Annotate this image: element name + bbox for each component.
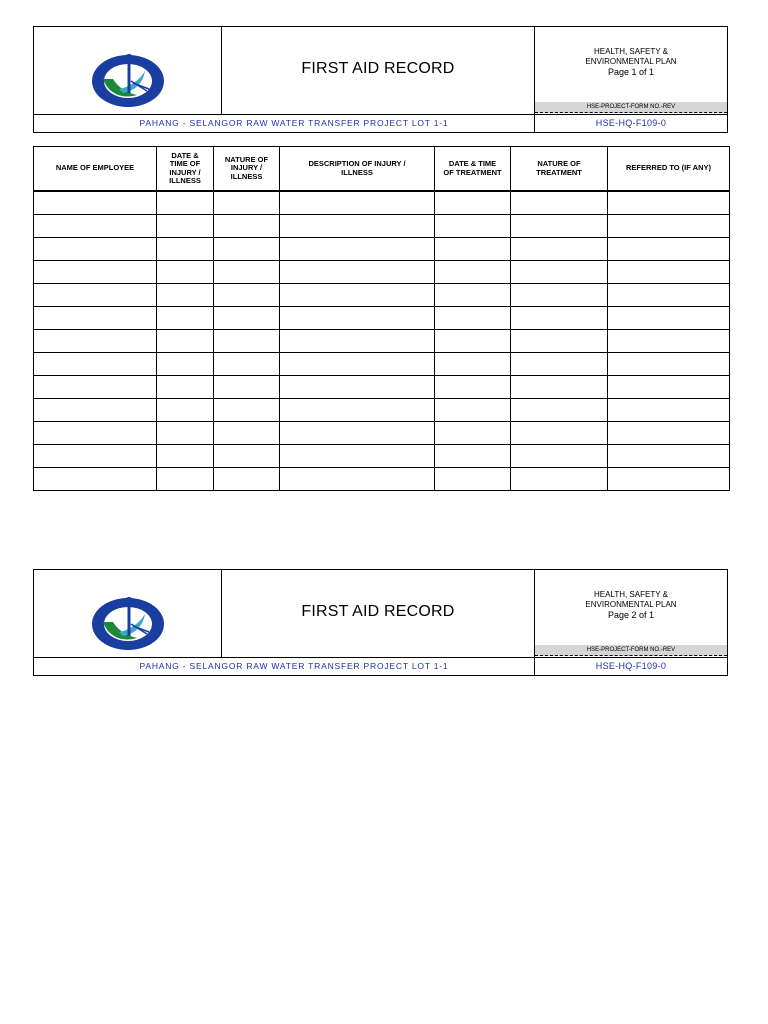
column-header-date-injury xyxy=(157,147,214,192)
table-cell[interactable] xyxy=(214,399,280,422)
column-header-line: INJURY / xyxy=(169,167,201,177)
table-cell[interactable] xyxy=(511,238,608,261)
table-row xyxy=(34,261,730,284)
table-cell[interactable] xyxy=(34,261,157,284)
plan-line-1: HEALTH, SAFETY & xyxy=(594,590,668,599)
form-header xyxy=(33,569,728,676)
table-cell[interactable] xyxy=(34,445,157,468)
table-cell[interactable] xyxy=(34,330,157,353)
table-cell[interactable] xyxy=(608,376,730,399)
table-row xyxy=(34,191,730,215)
table-cell[interactable] xyxy=(435,445,511,468)
table-cell[interactable] xyxy=(280,215,435,238)
table-cell[interactable] xyxy=(280,330,435,353)
table-cell[interactable] xyxy=(280,307,435,330)
table-cell[interactable] xyxy=(157,261,214,284)
table-cell[interactable] xyxy=(280,191,435,215)
table-row xyxy=(34,238,730,261)
table-cell[interactable] xyxy=(608,215,730,238)
table-cell[interactable] xyxy=(435,399,511,422)
table-cell[interactable] xyxy=(214,261,280,284)
table-cell[interactable] xyxy=(157,399,214,422)
table-cell[interactable] xyxy=(435,376,511,399)
table-cell[interactable] xyxy=(157,238,214,261)
table-cell[interactable] xyxy=(214,307,280,330)
column-header-line: DATE & xyxy=(171,150,199,160)
table-cell[interactable] xyxy=(280,399,435,422)
table-cell[interactable] xyxy=(608,307,730,330)
project-name: PAHANG - SELANGOR RAW WATER TRANSFER PROJECT LOT 1-1 xyxy=(34,658,535,676)
table-cell[interactable] xyxy=(34,307,157,330)
table-cell[interactable] xyxy=(608,191,730,215)
column-header-line: TREATMENT xyxy=(536,167,582,177)
project-name: PAHANG - SELANGOR RAW WATER TRANSFER PROJECT LOT 1-1 xyxy=(34,115,535,133)
project-row xyxy=(34,114,727,132)
table-cell[interactable] xyxy=(608,238,730,261)
table-cell[interactable] xyxy=(280,422,435,445)
table-cell[interactable] xyxy=(157,445,214,468)
table-cell[interactable] xyxy=(280,238,435,261)
logo-cell xyxy=(34,570,222,657)
table-cell[interactable] xyxy=(435,191,511,215)
table-header-row xyxy=(34,147,730,192)
table-cell[interactable] xyxy=(157,353,214,376)
table-cell[interactable] xyxy=(34,376,157,399)
form-number-label: HSE-PROJECT-FORM NO.-REV xyxy=(535,102,727,113)
table-cell[interactable] xyxy=(157,422,214,445)
column-header-nature-treatment xyxy=(511,147,608,192)
form-header xyxy=(33,26,728,133)
table-cell[interactable] xyxy=(435,422,511,445)
column-header-referred xyxy=(608,147,730,192)
column-header-date-treatment xyxy=(435,147,511,192)
table-cell[interactable] xyxy=(511,191,608,215)
table-cell[interactable] xyxy=(280,376,435,399)
table-cell[interactable] xyxy=(608,445,730,468)
plan-cell xyxy=(535,570,727,645)
table-cell[interactable] xyxy=(608,422,730,445)
company-logo xyxy=(89,592,167,652)
column-header-line: TIME OF xyxy=(169,159,201,168)
table-cell[interactable] xyxy=(435,261,511,284)
table-cell[interactable] xyxy=(608,399,730,422)
table-cell[interactable] xyxy=(435,353,511,376)
column-header-line: DATE & TIME xyxy=(448,159,497,168)
table-cell[interactable] xyxy=(435,284,511,307)
table-row xyxy=(34,422,730,445)
table-cell[interactable] xyxy=(511,261,608,284)
column-header-nature-injury xyxy=(214,147,280,192)
table-row xyxy=(34,376,730,399)
table-cell[interactable] xyxy=(214,191,280,215)
table-cell[interactable] xyxy=(435,330,511,353)
table-cell[interactable] xyxy=(511,215,608,238)
table-cell[interactable] xyxy=(34,422,157,445)
table-cell[interactable] xyxy=(214,238,280,261)
table-cell[interactable] xyxy=(435,468,511,491)
table-cell[interactable] xyxy=(157,376,214,399)
table-cell[interactable] xyxy=(511,445,608,468)
table-cell[interactable] xyxy=(511,330,608,353)
table-row xyxy=(34,353,730,376)
column-header-line: ILLNESS xyxy=(230,171,263,181)
table-cell[interactable] xyxy=(280,284,435,307)
table-cell[interactable] xyxy=(214,445,280,468)
table-cell[interactable] xyxy=(157,215,214,238)
table-row xyxy=(34,445,730,468)
table-cell[interactable] xyxy=(511,307,608,330)
table-cell[interactable] xyxy=(214,422,280,445)
form-code: HSE-HQ-F109-0 xyxy=(595,661,667,671)
column-header-line: ILLNESS xyxy=(341,167,373,177)
table-cell[interactable] xyxy=(157,191,214,215)
table-cell[interactable] xyxy=(157,284,214,307)
page-number: Page 2 of 1 xyxy=(607,610,655,620)
table-cell[interactable] xyxy=(34,215,157,238)
table-cell[interactable] xyxy=(608,284,730,307)
form-number-label: HSE-PROJECT-FORM NO.-REV xyxy=(535,645,727,656)
column-header-line: DESCRIPTION OF INJURY / xyxy=(308,159,406,168)
table-cell[interactable] xyxy=(34,284,157,307)
first-aid-table xyxy=(33,146,730,491)
column-header-line: REFERRED TO (IF ANY) xyxy=(625,163,711,173)
form-title: FIRST AID RECORD xyxy=(301,602,455,620)
column-header-name xyxy=(34,147,157,192)
table-row xyxy=(34,215,730,238)
title-cell xyxy=(222,570,535,657)
table-cell[interactable] xyxy=(214,376,280,399)
table-cell[interactable] xyxy=(34,399,157,422)
column-header-line: OF TREATMENT xyxy=(443,167,502,177)
table-cell[interactable] xyxy=(214,330,280,353)
table-cell[interactable] xyxy=(280,261,435,284)
project-row xyxy=(34,657,727,675)
table-cell[interactable] xyxy=(511,399,608,422)
table-row xyxy=(34,399,730,422)
table-cell[interactable] xyxy=(435,238,511,261)
plan-cell xyxy=(535,27,727,102)
plan-line-2: ENVIRONMENTAL PLAN xyxy=(585,57,677,66)
table-row xyxy=(34,330,730,353)
table-row xyxy=(34,307,730,330)
form-code: HSE-HQ-F109-0 xyxy=(595,118,667,128)
table-row xyxy=(34,468,730,491)
column-header-line: NAME OF EMPLOYEE xyxy=(55,163,135,173)
title-cell xyxy=(222,27,535,114)
column-header-line: NATURE OF xyxy=(224,154,269,164)
table-cell[interactable] xyxy=(435,215,511,238)
table-cell[interactable] xyxy=(608,261,730,284)
table-cell[interactable] xyxy=(511,468,608,491)
table-cell[interactable] xyxy=(214,353,280,376)
table-cell[interactable] xyxy=(214,468,280,491)
plan-line-1: HEALTH, SAFETY & xyxy=(594,47,668,56)
column-header-description xyxy=(280,147,435,192)
table-cell[interactable] xyxy=(511,422,608,445)
table-cell[interactable] xyxy=(157,468,214,491)
column-header-line: ILLNESS xyxy=(169,176,201,185)
table-cell[interactable] xyxy=(34,238,157,261)
table-cell[interactable] xyxy=(214,215,280,238)
logo-cell xyxy=(34,27,222,114)
table-cell[interactable] xyxy=(34,353,157,376)
table-cell[interactable] xyxy=(280,353,435,376)
company-logo xyxy=(89,49,167,109)
table-body xyxy=(34,191,730,491)
table-cell[interactable] xyxy=(608,330,730,353)
table-cell[interactable] xyxy=(511,353,608,376)
column-header-line: NATURE OF xyxy=(537,159,581,168)
table-cell[interactable] xyxy=(34,468,157,491)
table-cell[interactable] xyxy=(157,307,214,330)
table-cell[interactable] xyxy=(214,284,280,307)
table-cell[interactable] xyxy=(608,353,730,376)
table-cell[interactable] xyxy=(34,191,157,215)
table-cell[interactable] xyxy=(511,376,608,399)
table-cell[interactable] xyxy=(280,445,435,468)
page-number: Page 1 of 1 xyxy=(607,67,655,77)
form-title: FIRST AID RECORD xyxy=(301,59,455,77)
table-cell[interactable] xyxy=(280,468,435,491)
column-header-line: INJURY / xyxy=(230,163,263,173)
plan-line-2: ENVIRONMENTAL PLAN xyxy=(585,600,677,609)
table-cell[interactable] xyxy=(157,330,214,353)
table-cell[interactable] xyxy=(435,307,511,330)
table-cell[interactable] xyxy=(511,284,608,307)
table-row xyxy=(34,284,730,307)
table-cell[interactable] xyxy=(608,468,730,491)
